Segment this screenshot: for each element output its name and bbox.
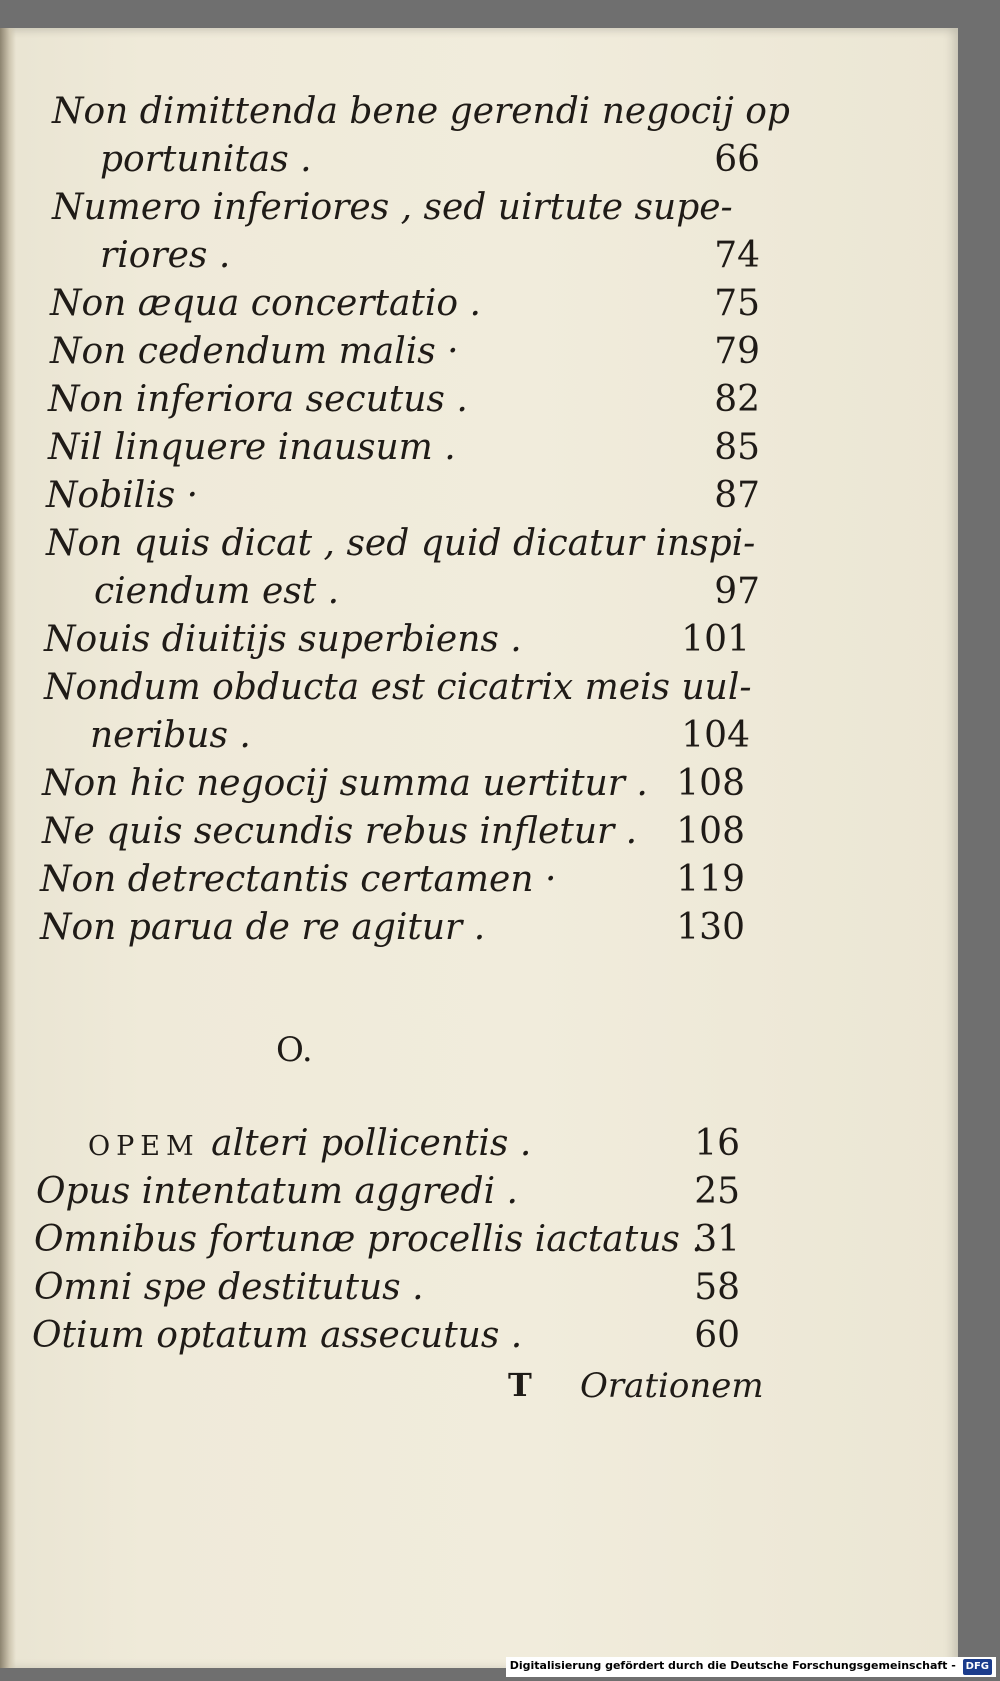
entry-line: Non detrectantis certamen · (40, 859, 557, 900)
entry-rest: alteri pollicentis . (211, 1123, 532, 1164)
entry-line: Nondum obducta est cicatrix meis uul- (44, 667, 752, 708)
entry-line: Non dimittenda bene gerendi negocij op (52, 91, 790, 132)
page-number: 66 (714, 139, 760, 180)
entry-smallcaps: OPEM (88, 1131, 200, 1162)
entry-line: portunitas . (100, 139, 312, 180)
section-heading: O. (276, 1030, 313, 1070)
entry-line: Non quis dicat , sed quid dicatur inspi- (46, 523, 756, 564)
entry-line: Otium optatum assecutus . (32, 1315, 523, 1356)
page-number: 79 (714, 331, 760, 372)
entry-line: Non parua de re agitur . (40, 907, 486, 948)
page-number: 16 (694, 1123, 740, 1164)
entry-line: Numero inferiores , sed uirtute supe- (52, 187, 733, 228)
entry-line: Ne quis secundis rebus infletur . (42, 811, 638, 852)
entry-line: Non cedendum malis · (50, 331, 459, 372)
entry-line: Nobilis · (46, 475, 199, 516)
entry-line: ciendum est . (94, 571, 340, 612)
entry-line: Non æqua concertatio . (50, 283, 481, 324)
entry-line: Non hic negocij summa uertitur . (42, 763, 648, 804)
page-number: 108 (676, 811, 745, 852)
page-number: 130 (676, 907, 745, 948)
entry-line: riores . (100, 235, 231, 276)
dfg-logo: DFG (963, 1659, 992, 1675)
page-number: 101 (681, 619, 750, 660)
page-number: 85 (714, 427, 760, 468)
entry-line: neribus . (90, 715, 251, 756)
page-number: 58 (694, 1267, 740, 1308)
entry-line: Omnibus fortunæ procellis iactatus . (34, 1219, 703, 1260)
page-number: 75 (714, 283, 760, 324)
page-number: 82 (714, 379, 760, 420)
entry-line: Omni spe destitutus . (34, 1267, 424, 1308)
digitization-footer (506, 1657, 996, 1677)
page-number: 104 (681, 715, 750, 756)
entry-line: Nil linquere inausum . (48, 427, 456, 468)
catchword: Orationem (580, 1366, 764, 1406)
page-number: 25 (694, 1171, 740, 1212)
footer-text: Digitalisierung gefördert durch die Deutsche Forschungsgemeinschaft - (509, 1659, 956, 1672)
page-number: 97 (714, 571, 760, 612)
page-number: 119 (676, 859, 745, 900)
entry-line: Opus intentatum aggredi . (36, 1171, 518, 1212)
entry-line: Non inferiora secutus . (48, 379, 468, 420)
signature-mark: T (508, 1366, 532, 1404)
entry-line (88, 1123, 532, 1164)
page-number: 31 (694, 1219, 740, 1260)
entry-line: Nouis diuitijs superbiens . (44, 619, 522, 660)
page-number: 87 (714, 475, 760, 516)
page-number: 60 (694, 1315, 740, 1356)
page-number: 74 (714, 235, 760, 276)
page-number: 108 (676, 763, 745, 804)
